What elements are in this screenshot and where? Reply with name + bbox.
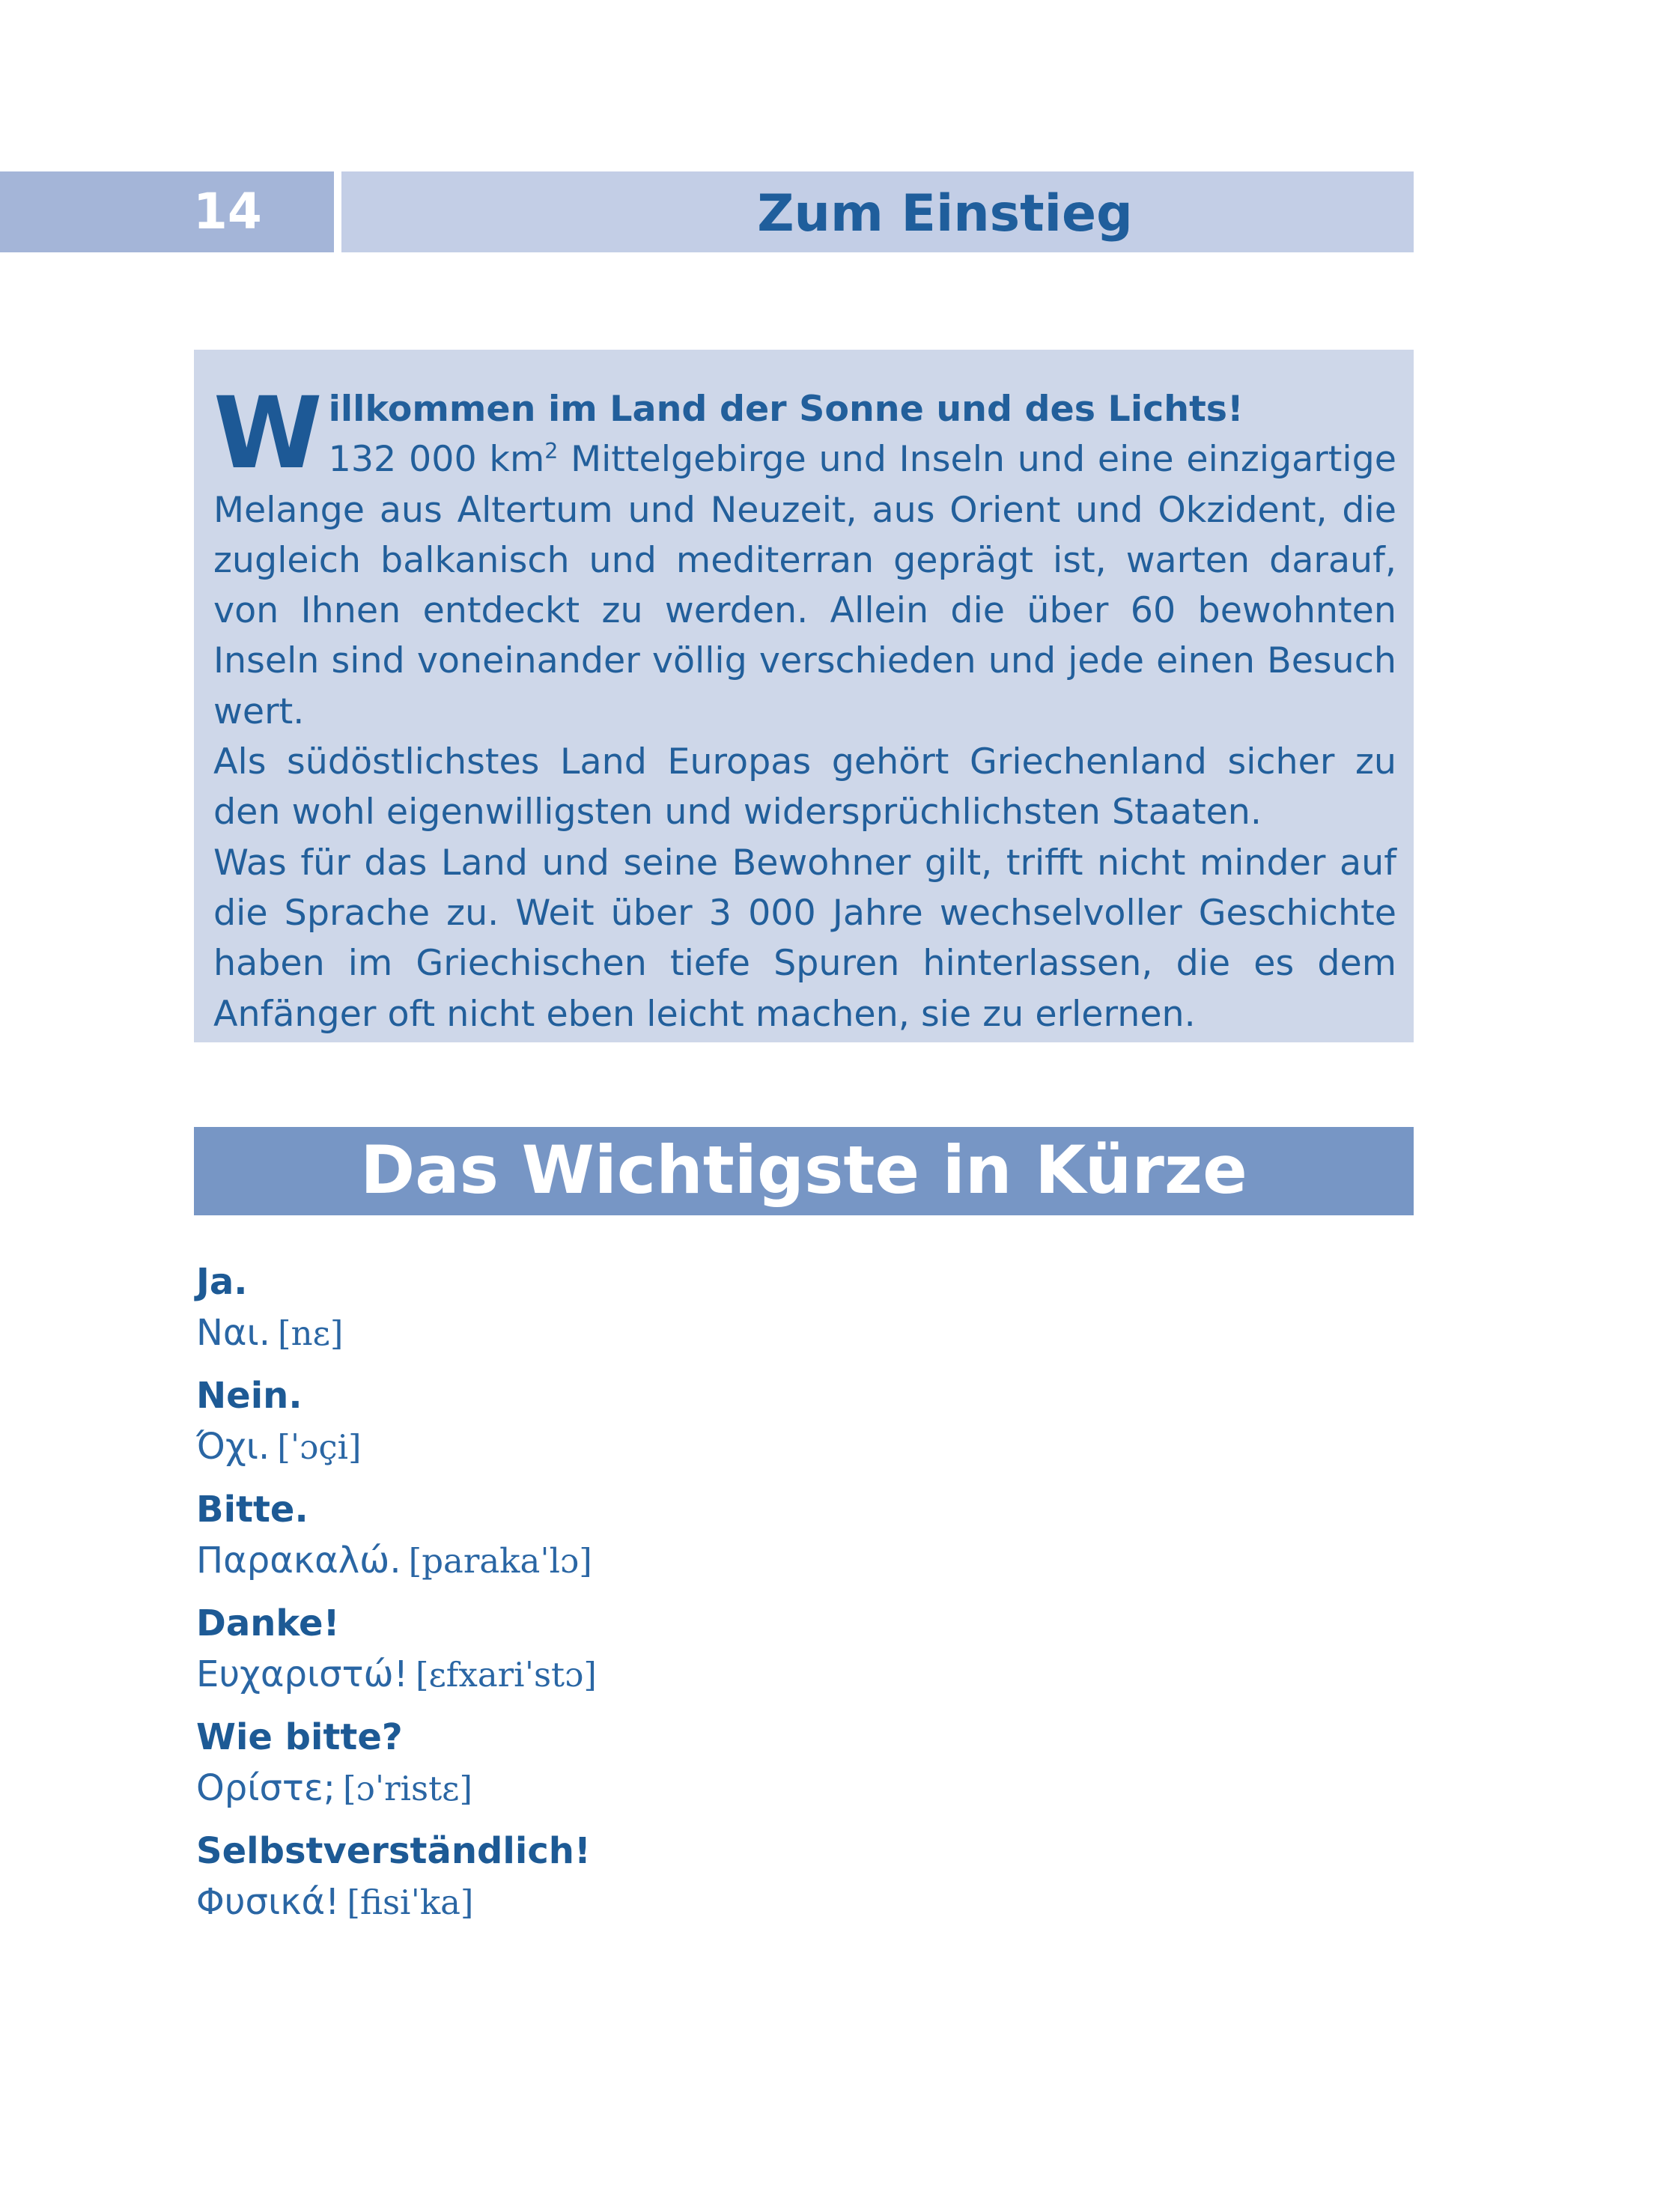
intro-p1-part-a: 132 000 km xyxy=(328,439,545,481)
phrase-greek: Φυσικά! xyxy=(196,1881,340,1923)
phrase-greek: Ορίστε; xyxy=(196,1767,335,1809)
phrase-item xyxy=(196,1258,1319,1372)
phrase-pronunciation: [ɔˈristɛ] xyxy=(342,1769,473,1808)
phrase-item xyxy=(196,1599,1319,1713)
intro-text xyxy=(213,376,1396,1039)
page-number-band xyxy=(0,171,334,252)
phrase-greek: Όχι. xyxy=(196,1426,270,1468)
phrase-german: Wie bitte? xyxy=(196,1716,403,1758)
chapter-title: Zum Einstieg xyxy=(757,184,1133,243)
section-title: Das Wichtigste in Kürze xyxy=(360,1131,1247,1209)
section-header xyxy=(194,1127,1414,1215)
phrase-german: Selbstverständlich! xyxy=(196,1830,591,1872)
intro-lead: illkommen im Land der Sonne und des Lichts! xyxy=(328,389,1244,430)
superscript-two: 2 xyxy=(544,439,559,464)
phrase-item xyxy=(196,1827,1319,1941)
phrase-list xyxy=(196,1258,1319,1941)
phrase-pronunciation: [ɛfxariˈstɔ] xyxy=(415,1655,597,1695)
phrase-greek: Ευχαριστώ! xyxy=(196,1653,408,1695)
phrase-pronunciation: [ˈɔçi] xyxy=(277,1427,362,1467)
phrase-german: Bitte. xyxy=(196,1489,308,1531)
intro-paragraph-1 xyxy=(213,376,1396,737)
intro-paragraph-3: Was für das Land und seine Bewohner gilt, trifft nicht minder auf die Sprache zu. Weit über 3 000 Jahre wechselvoller Geschichte haben im Griechischen tiefe Spuren hinterlassen, die es dem Anfänger oft nicht eben leicht machen, sie zu erlernen. xyxy=(213,842,1396,1035)
phrase-greek: Παρακαλώ. xyxy=(196,1540,401,1581)
phrase-german: Danke! xyxy=(196,1602,340,1644)
phrase-item xyxy=(196,1713,1319,1827)
phrase-item xyxy=(196,1486,1319,1599)
phrase-pronunciation: [nɛ] xyxy=(278,1313,344,1353)
phrase-german: Ja. xyxy=(196,1261,248,1303)
intro-paragraph-2: Als südöstlichstes Land Europas gehört Griechenland sicher zu den wohl eigenwilligsten und widersprüchlichsten Staaten. xyxy=(213,741,1396,833)
phrase-german: Nein. xyxy=(196,1375,302,1417)
chapter-header xyxy=(341,171,1414,252)
page-number: 14 xyxy=(193,183,262,240)
intro-box xyxy=(194,350,1414,1042)
intro-p1-part-b: Mittelgebirge und Inseln und eine einzigartige Melange aus Altertum und Neuzeit, aus Orient und Okzident, die zugleich balkanisch und mediterran geprägt ist, warten darauf, von Ihnen entdeckt zu werden. Allein die über 60 bewohnten Inseln sind voneinander völlig verschieden und jede einen Besuch wert. xyxy=(213,439,1396,732)
phrase-pronunciation: [fisiˈka] xyxy=(347,1883,474,1922)
phrase-pronunciation: [parakaˈlɔ] xyxy=(408,1541,592,1581)
phrase-item xyxy=(196,1372,1319,1486)
phrase-greek: Ναι. xyxy=(196,1312,271,1354)
dropcap-letter: W xyxy=(213,376,323,491)
